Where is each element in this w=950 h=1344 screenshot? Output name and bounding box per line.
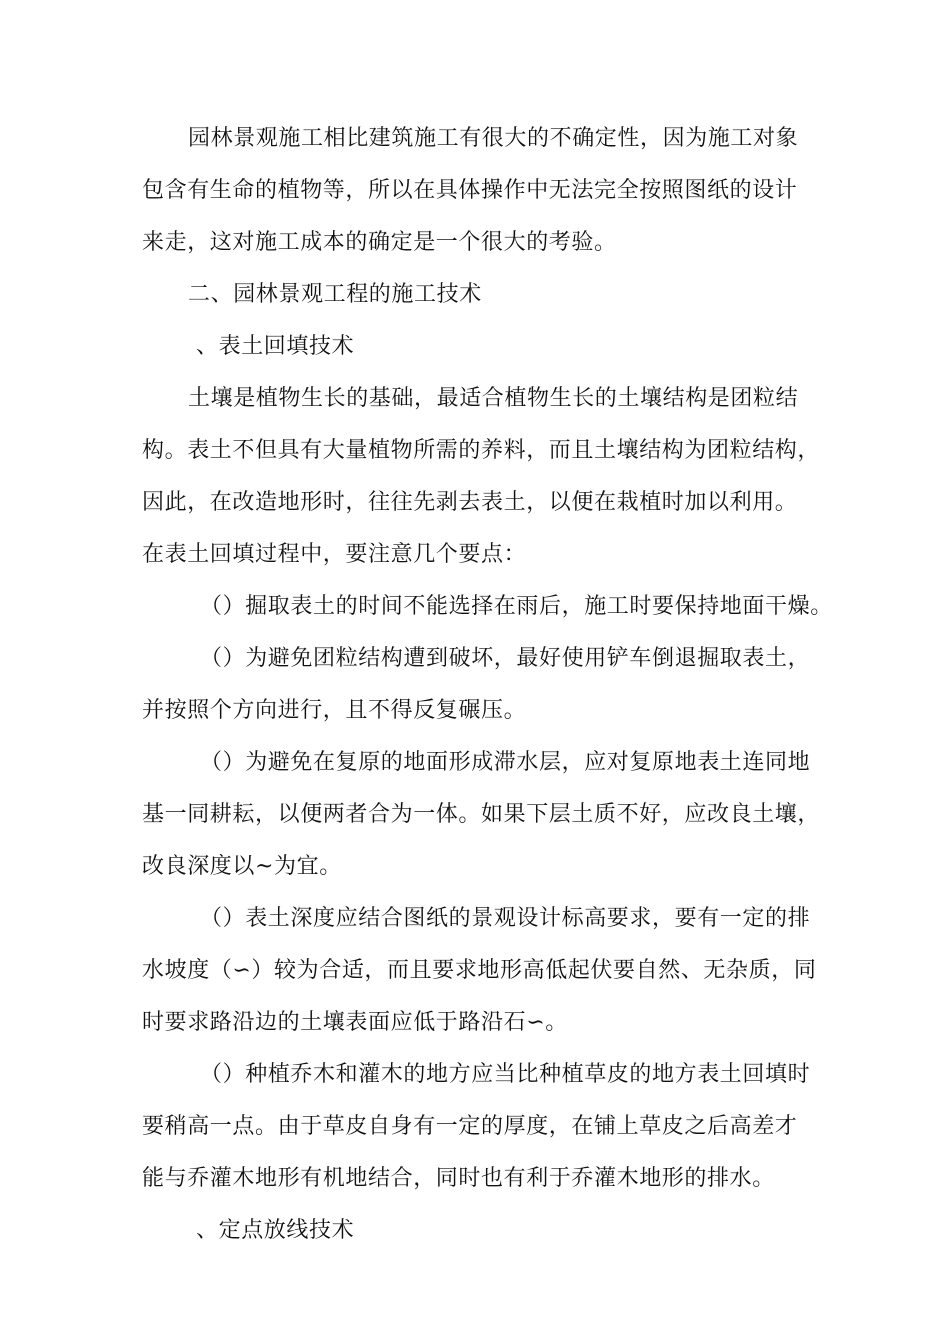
text-line: 土壤是植物生长的基础，最适合植物生长的土壤结构是团粒结 <box>188 386 799 411</box>
text-line: 包含有生命的植物等，所以在具体操作中无法完全按照图纸的设计 <box>142 178 798 203</box>
text-line: 改良深度以~为宜。 <box>142 854 342 879</box>
text-line: 时要求路沿边的土壤表面应低于路沿石∽。 <box>142 1010 568 1035</box>
text-line: 在表土回填过程中，要注意几个要点： <box>142 542 527 567</box>
list-item: （）表土深度应结合图纸的景观设计标高要求，要有一定的排 <box>200 906 811 931</box>
list-item: （）为避免团粒结构遭到破坏，最好使用铲车倒退掘取表土， <box>200 646 811 671</box>
text-line: 能与乔灌木地形有机地结合，同时也有利于乔灌木地形的排水。 <box>142 1166 775 1191</box>
list-item: （）为避免在复原的地面形成滞水层，应对复原地表土连同地 <box>200 750 811 775</box>
list-item: （）掘取表土的时间不能选择在雨后，施工时要保持地面干燥。 <box>200 594 833 619</box>
text-line: 构。表土不但具有大量植物所需的养料，而且土壤结构为团粒结构， <box>142 438 821 463</box>
text-line: 水坡度（∽）较为合适，而且要求地形高低起伏要自然、无杂质，同 <box>142 958 817 983</box>
list-item: （）种植乔木和灌木的地方应当比种植草皮的地方表土回填时 <box>200 1062 811 1087</box>
text-line: 基一同耕耘，以便两者合为一体。如果下层土质不好，应改良土壤， <box>142 802 821 827</box>
subsection-heading: 、定点放线技术 <box>196 1218 355 1243</box>
text-line: 园林景观施工相比建筑施工有很大的不确定性，因为施工对象 <box>188 126 799 151</box>
section-heading: 二、园林景观工程的施工技术 <box>188 282 482 307</box>
text-line: 并按照个方向进行，且不得反复碾压。 <box>142 698 527 723</box>
text-line: 因此，在改造地形时，往往先剥去表土，以便在栽植时加以利用。 <box>142 490 798 515</box>
text-line: 来走，这对施工成本的确定是一个很大的考验。 <box>142 230 617 255</box>
subsection-heading: 、表土回填技术 <box>196 334 355 359</box>
text-line: 要稍高一点。由于草皮自身有一定的厚度，在铺上草皮之后高差才 <box>142 1114 798 1139</box>
